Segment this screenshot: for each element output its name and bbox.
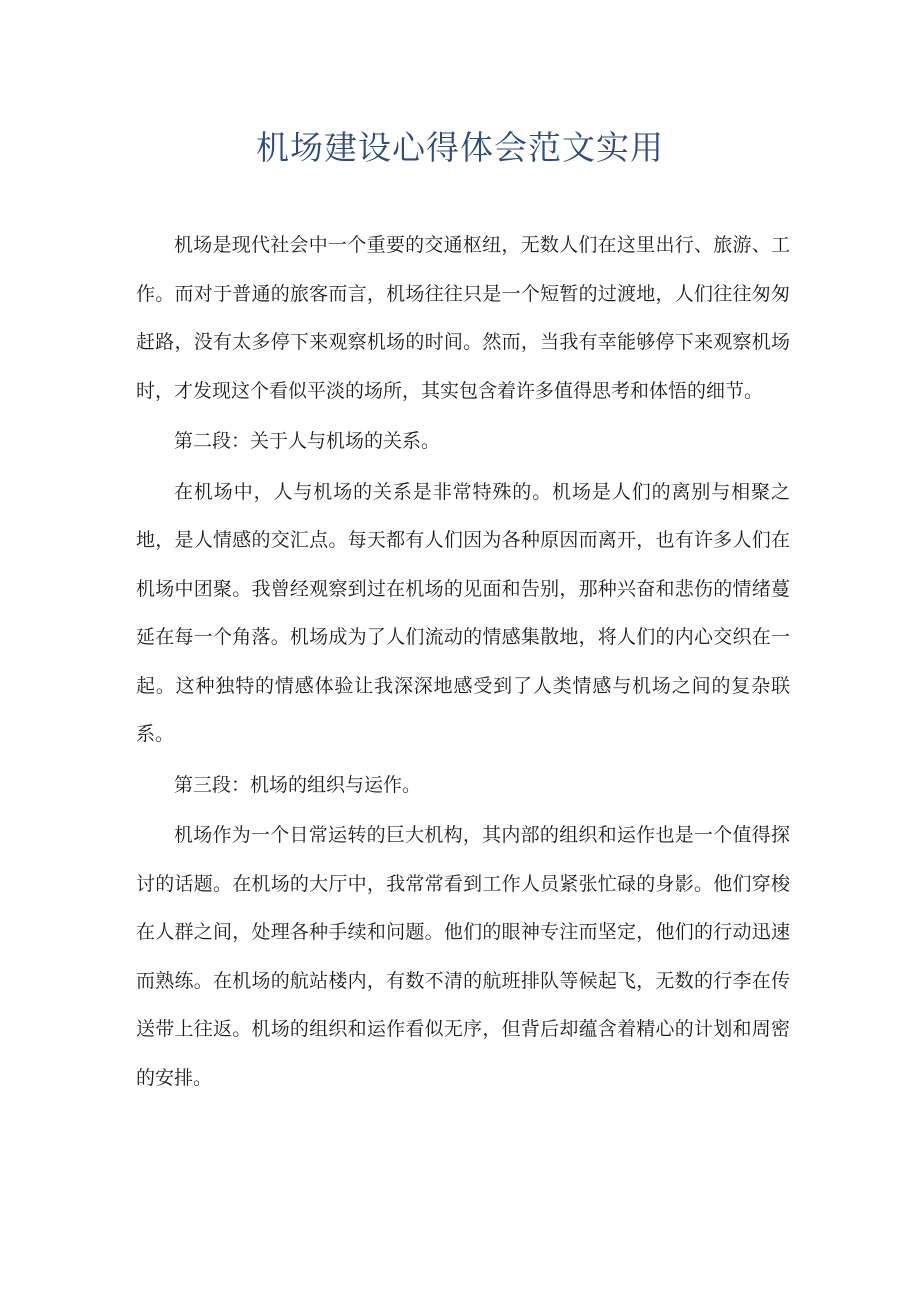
document-title: 机场建设心得体会范文实用 — [256, 128, 664, 167]
paragraph-section-3: 机场作为一个日常运转的巨大机构，其内部的组织和运作也是一个值得探讨的话题。在机场的大厅中，我常常看到工作人员紧张忙碌的身影。他们穿梭在人群之间，处理各种手续和问题。他们的眼神专注而坚定，他们的行动迅速而熟练。在机场的航站楼内，有数不清的航班排队等候起飞，无数的行李在传送带上往返。机场的组织和运作看似无序，但背后却蕴含着精心的计划和周密的安排。 — [136, 824, 790, 1089]
paragraph-intro: 机场是现代社会中一个重要的交通枢纽，无数人们在这里出行、旅游、工作。而对于普通的旅客而言，机场往往只是一个短暂的过渡地，人们往往匆匆赶路，没有太多停下来观察机场的时间。然而，当我有幸能够停下来观察机场时，才发现这个看似平淡的场所，其实包含着许多值得思考和体悟的细节。 — [136, 234, 790, 402]
section-heading-3: 第三段：机场的组织与运作。 — [174, 773, 422, 796]
paragraph-section-2: 在机场中，人与机场的关系是非常特殊的。机场是人们的离别与相聚之地，是人情感的交汇点。每天都有人们因为各种原因而离开，也有许多人们在机场中团聚。我曾经观察到过在机场的见面和告别，那种兴奋和悲伤的情绪蔓延在每一个角落。机场成为了人们流动的情感集散地，将人们的内心交织在一起。这种独特的情感体验让我深深地感受到了人类情感与机场之间的复杂联系。 — [136, 480, 790, 745]
section-heading-2: 第二段：关于人与机场的关系。 — [174, 430, 441, 452]
document-body — [136, 221, 790, 1104]
